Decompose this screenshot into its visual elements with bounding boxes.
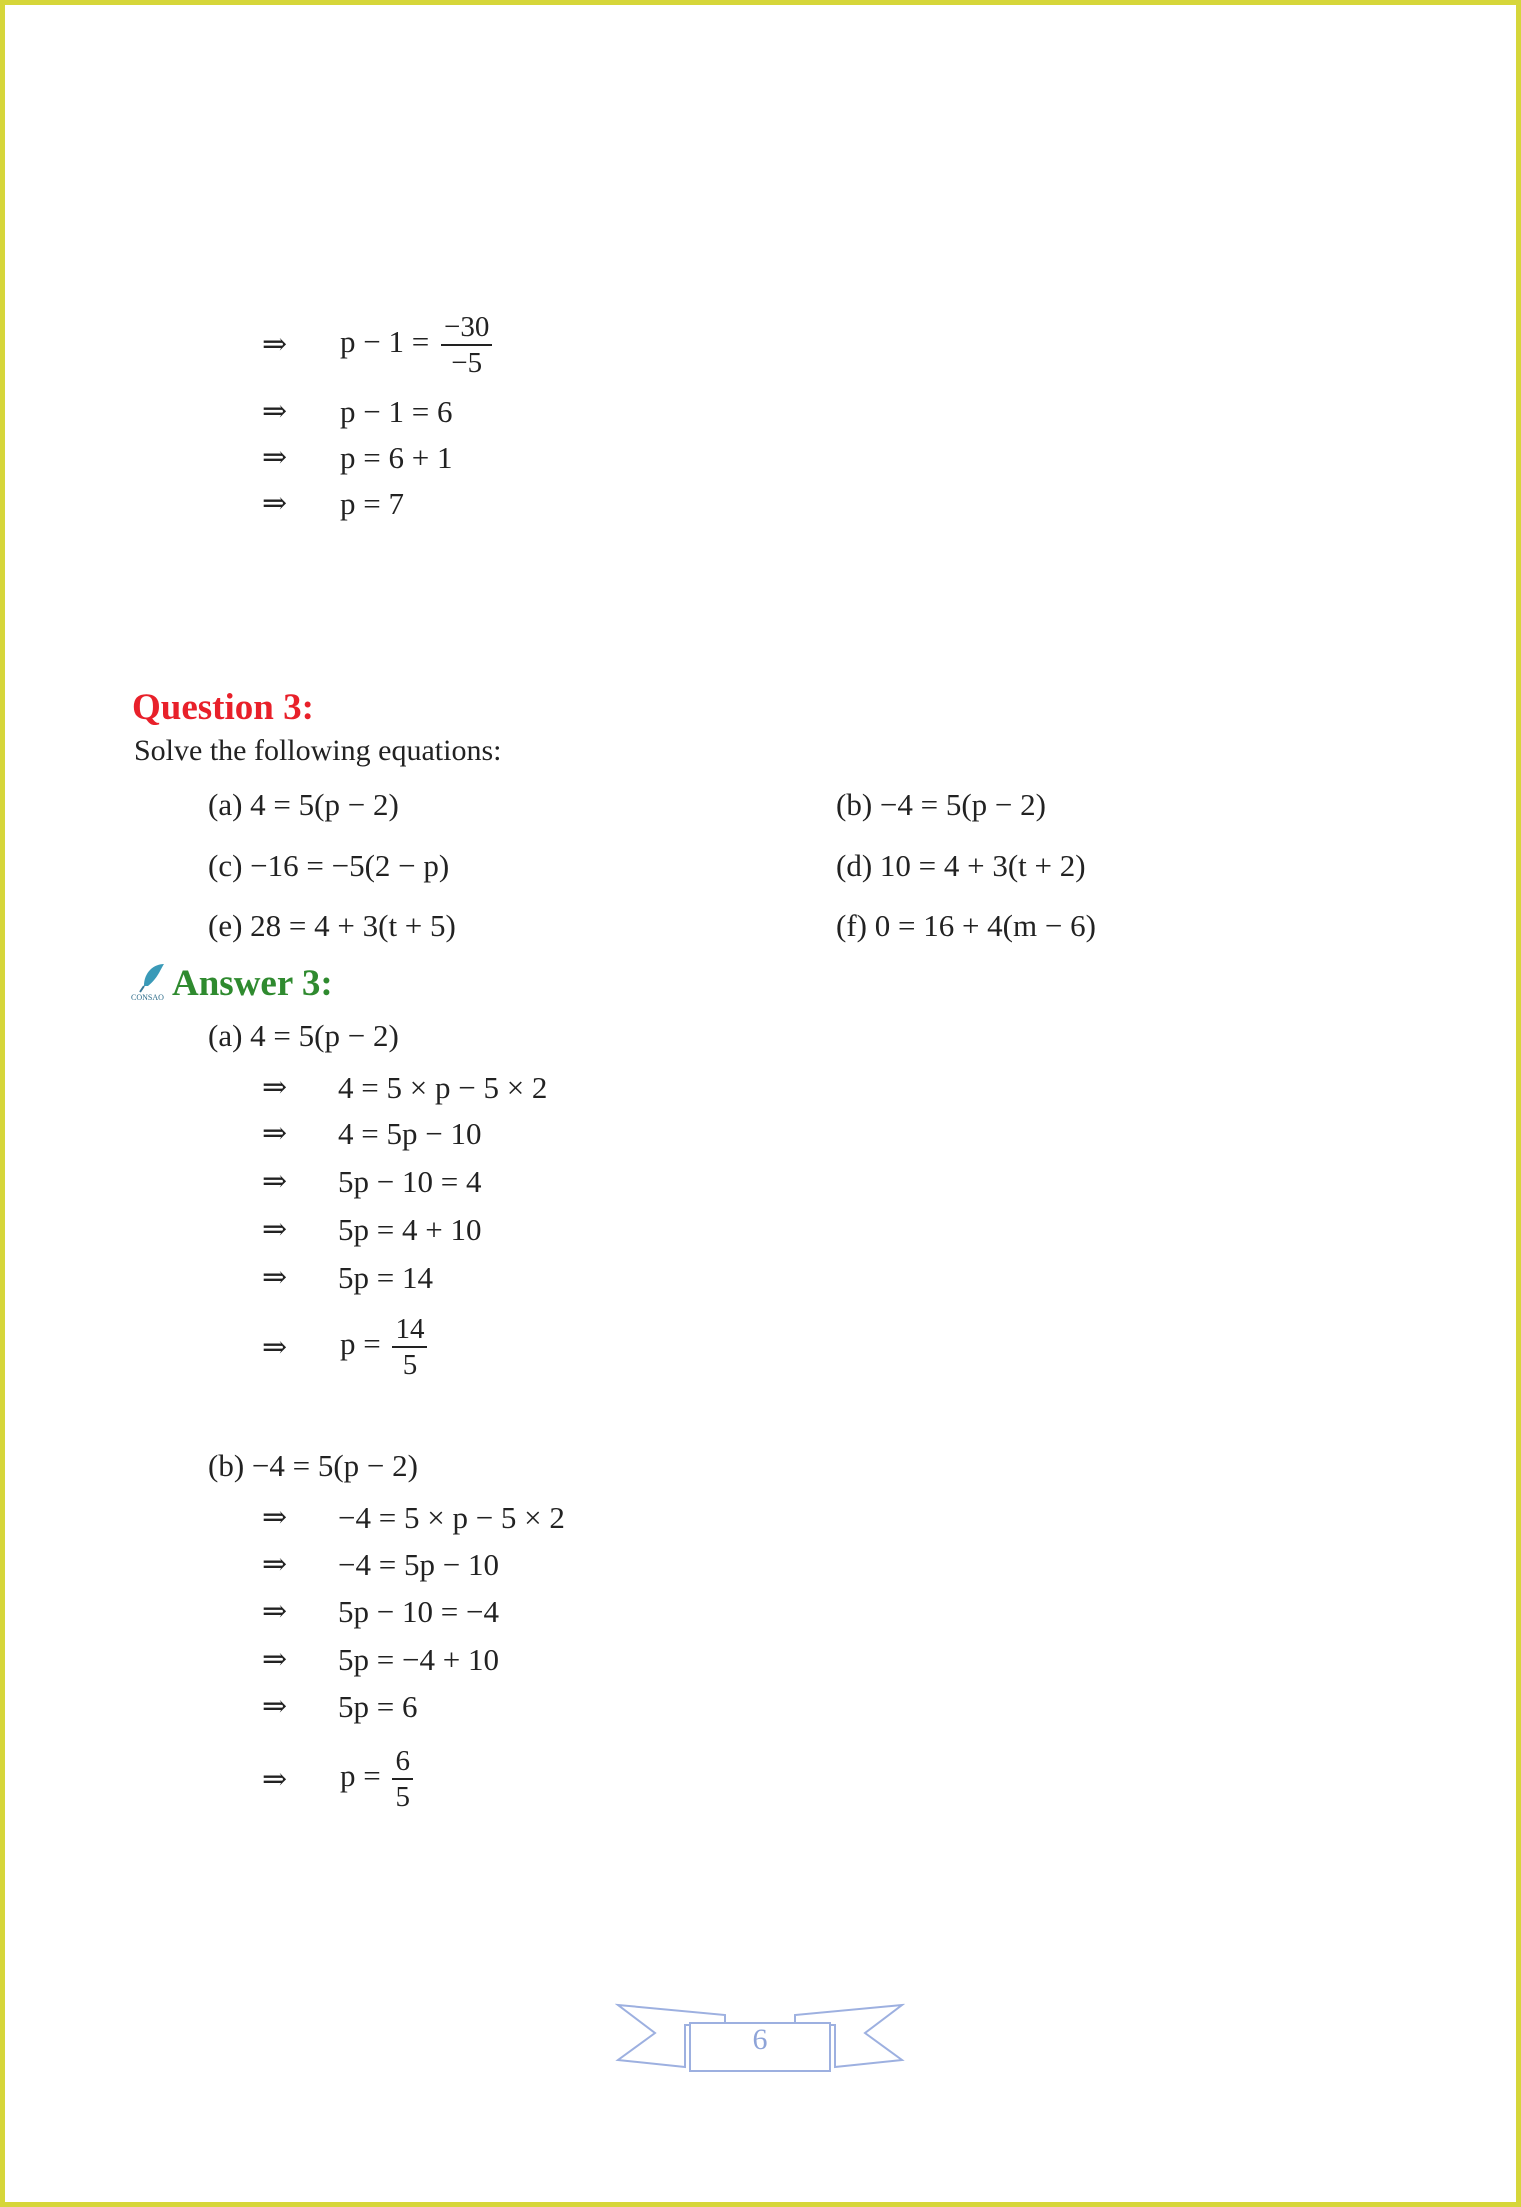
solution-step — [340, 1744, 413, 1814]
step-lhs: p = — [340, 1758, 381, 1794]
implies-arrow: ⇒ — [262, 394, 288, 429]
solution-step: −4 = 5 × p − 5 × 2 — [338, 1500, 565, 1535]
implies-arrow: ⇒ — [262, 1500, 288, 1535]
solution-step: 5p − 10 = 4 — [338, 1164, 482, 1199]
implies-arrow: ⇒ — [262, 1642, 288, 1677]
question-part-f: (f) 0 = 16 + 4(m − 6) — [836, 908, 1096, 943]
denominator: 5 — [402, 1349, 418, 1381]
solution-step — [340, 310, 492, 380]
implies-arrow: ⇒ — [262, 1212, 288, 1247]
implies-arrow: ⇒ — [262, 1689, 288, 1724]
question-part-b: (b) −4 = 5(p − 2) — [836, 787, 1046, 822]
answer-part-label: (a) 4 = 5(p − 2) — [208, 1018, 399, 1053]
solution-step: 5p − 10 = −4 — [338, 1594, 499, 1629]
solution-step: 4 = 5p − 10 — [338, 1116, 482, 1151]
feather-logo-icon — [130, 960, 170, 1002]
implies-arrow: ⇒ — [262, 1547, 288, 1582]
implies-arrow: ⇒ — [262, 486, 288, 521]
numerator: 14 — [392, 1312, 427, 1348]
solution-step: 4 = 5 × p − 5 × 2 — [338, 1070, 548, 1105]
page-number: 6 — [752, 2023, 768, 2056]
question-part-c: (c) −16 = −5(2 − p) — [208, 848, 450, 883]
question-part-d: (d) 10 = 4 + 3(t + 2) — [836, 848, 1086, 883]
solution-step: 5p = 4 + 10 — [338, 1212, 482, 1247]
solution-step: −4 = 5p − 10 — [338, 1547, 499, 1582]
numerator: 6 — [392, 1744, 413, 1780]
question-part-e: (e) 28 = 4 + 3(t + 5) — [208, 908, 456, 943]
implies-arrow: ⇒ — [262, 1594, 288, 1629]
implies-arrow: ⇒ — [262, 327, 288, 362]
solution-step: p = 7 — [340, 486, 404, 521]
page-number-banner — [615, 1985, 905, 2075]
fraction — [392, 1744, 413, 1814]
fraction — [441, 310, 492, 380]
implies-arrow: ⇒ — [262, 1116, 288, 1151]
question-intro: Solve the following equations: — [134, 734, 502, 767]
solution-step: p − 1 = 6 — [340, 394, 453, 429]
numerator: −30 — [441, 310, 492, 346]
denominator: −5 — [451, 347, 483, 379]
answer-heading: Answer 3: — [172, 963, 333, 1004]
svg-text:CONSAO: CONSAO — [131, 993, 164, 1002]
implies-arrow: ⇒ — [262, 1070, 288, 1105]
solution-step: 5p = −4 + 10 — [338, 1642, 499, 1677]
question-heading: Question 3: — [132, 687, 314, 728]
solution-step — [340, 1312, 427, 1382]
step-lhs: p = — [340, 1326, 381, 1362]
implies-arrow: ⇒ — [262, 1260, 288, 1295]
implies-arrow: ⇒ — [262, 1762, 288, 1797]
implies-arrow: ⇒ — [262, 440, 288, 475]
denominator: 5 — [395, 1781, 410, 1813]
question-part-a: (a) 4 = 5(p − 2) — [208, 787, 399, 822]
solution-step: 5p = 6 — [338, 1689, 418, 1724]
answer-part-label: (b) −4 = 5(p − 2) — [208, 1448, 418, 1483]
fraction — [392, 1312, 427, 1382]
solution-step: p = 6 + 1 — [340, 440, 453, 475]
implies-arrow: ⇒ — [262, 1164, 288, 1199]
step-lhs: p − 1 = — [340, 324, 430, 360]
solution-step: 5p = 14 — [338, 1260, 433, 1295]
implies-arrow: ⇒ — [262, 1330, 288, 1365]
